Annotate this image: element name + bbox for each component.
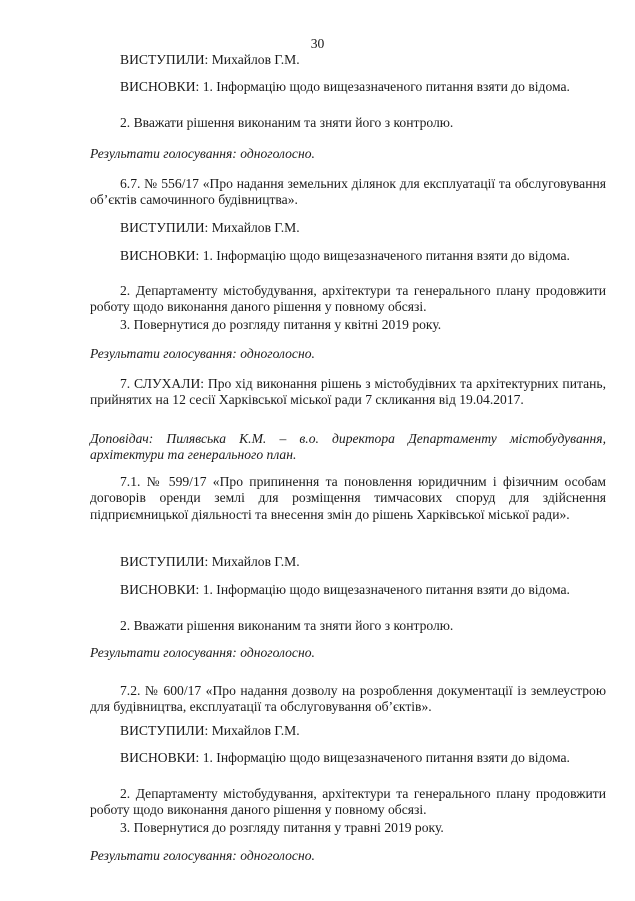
conclusion-1: ВИСНОВКИ: 1. Інформацію щодо вищезазначеного питання взяти до відома. xyxy=(120,750,570,765)
conclusion-1: ВИСНОВКИ: 1. Інформацію щодо вищезазначеного питання взяти до відома. xyxy=(120,248,570,263)
speakers-line: ВИСТУПИЛИ: Михайлов Г.М. xyxy=(120,723,300,738)
item-title: 7.1. № 599/17 «Про припинення та поновлення юридичним і фізичним особам договорів оренди землі для розміщення тимчасових споруд для здійснення підприємницької діяльності та внесення змін до рішень Харківської міської ради». xyxy=(90,474,606,522)
conclusion-3: 3. Повернутися до розгляду питання у квітні 2019 року. xyxy=(120,317,442,332)
vote-result: Результати голосування: одноголосно. xyxy=(90,848,315,863)
speakers-line: ВИСТУПИЛИ: Михайлов Г.М. xyxy=(120,52,300,67)
item-title: 7.2. № 600/17 «Про надання дозволу на розроблення документації із землеустрою для будівництва, експлуатації та обслуговування об’єктів». xyxy=(90,683,606,715)
conclusion-2: 2. Вважати рішення виконаним та зняти його з контролю. xyxy=(120,618,454,633)
conclusion-1: ВИСНОВКИ: 1. Інформацію щодо вищезазначеного питання взяти до відома. xyxy=(120,79,570,94)
item-title: 6.7. № 556/17 «Про надання земельних ділянок для експлуатації та обслуговування об’єктів самочинного будівництва». xyxy=(90,176,606,208)
conclusion-1: ВИСНОВКИ: 1. Інформацію щодо вищезазначеного питання взяти до відома. xyxy=(120,582,570,597)
conclusion-2: 2. Вважати рішення виконаним та зняти його з контролю. xyxy=(120,115,454,130)
speakers-line: ВИСТУПИЛИ: Михайлов Г.М. xyxy=(120,554,300,569)
vote-result: Результати голосування: одноголосно. xyxy=(90,146,315,161)
conclusion-2: 2. Департаменту містобудування, архітектури та генерального плану продовжити роботу щодо виконання даного рішення у повному обсязі. xyxy=(90,283,606,315)
speakers-line: ВИСТУПИЛИ: Михайлов Г.М. xyxy=(120,220,300,235)
reporter-line: Доповідач: Пилявська К.М. – в.о. директора Департаменту містобудування, архітектури та генерального план. xyxy=(90,431,606,463)
page-number: 30 xyxy=(310,36,325,51)
vote-result: Результати голосування: одноголосно. xyxy=(90,346,315,361)
conclusion-2: 2. Департаменту містобудування, архітектури та генерального плану продовжити роботу щодо виконання даного рішення у повному обсязі. xyxy=(90,786,606,818)
conclusion-3: 3. Повернутися до розгляду питання у травні 2019 року. xyxy=(120,820,444,835)
heard-paragraph: 7. СЛУХАЛИ: Про хід виконання рішень з містобудівних та архітектурних питань, прийнятих на 12 сесії Харківської міської ради 7 скликання від 19.04.2017. xyxy=(90,376,606,408)
vote-result: Результати голосування: одноголосно. xyxy=(90,645,315,660)
